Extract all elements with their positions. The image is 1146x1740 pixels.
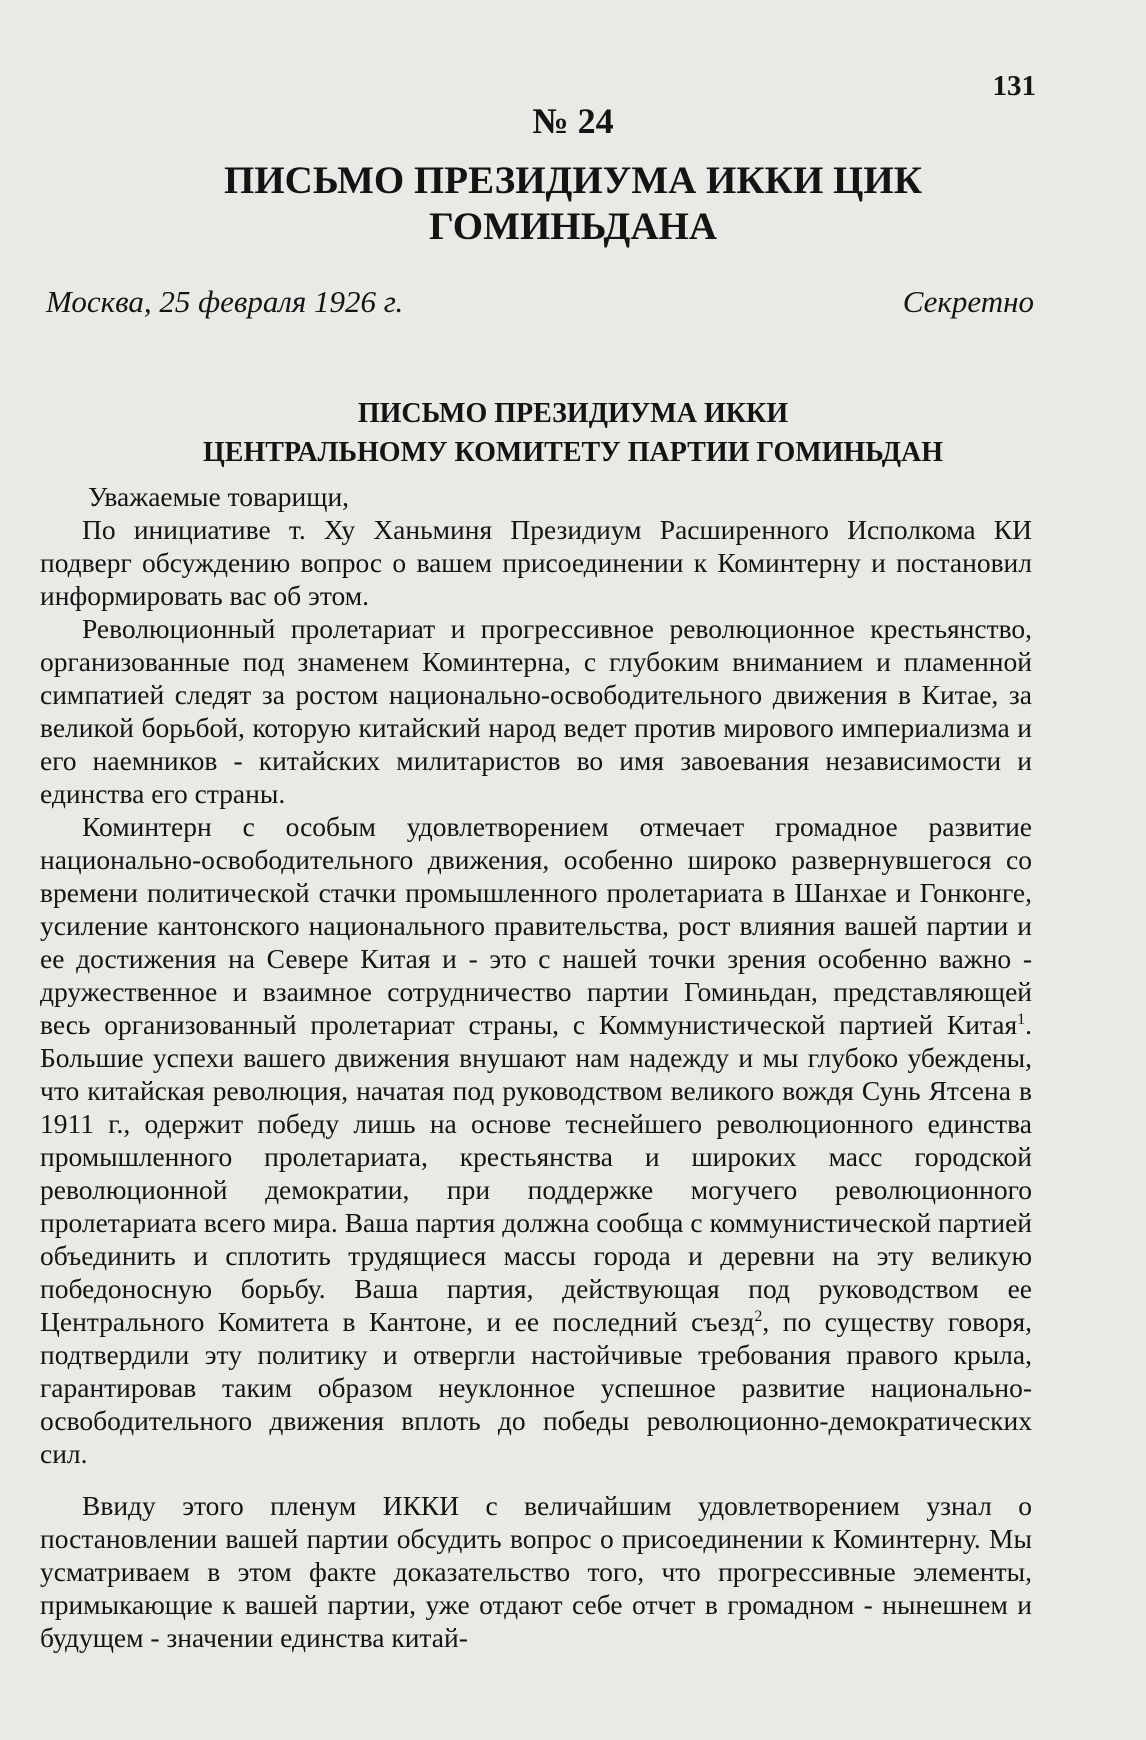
paragraph-3-part-2: . Большие успехи вашего движения внушают нам надежду и мы глубоко убеждены, что китайская революция, начатая под руководством великого вождя Сунь Ятсена в 1911 г., одержит победу лишь на основе теснейшего революционного единства промышленного пролетариата, крестьянства и широких масс городской революционной демократии, при поддержке могучего революционного пролетариата всего мира. Ваша партия должна сообща с коммунистической партией объединить и сплотить трудящиеся массы города и деревни на эту великую победоносную борьбу. Ваша партия, действующая под руководством ее Центрального Комитета в Кантоне, и ее последний съезд <box>40 1009 1032 1337</box>
letter-heading <box>0 394 1146 472</box>
letter-heading-line-1: ПИСЬМО ПРЕЗИДИУМА ИККИ <box>357 398 789 429</box>
letter-heading-line-2: ЦЕНТРАЛЬНОМУ КОМИТЕТУ ПАРТИИ ГОМИНЬДАН <box>202 437 944 468</box>
footnote-ref-1: 1 <box>1017 1010 1026 1028</box>
paragraph-1: По инициативе т. Ху Ханьминя Президиум Расширенного Исполкома КИ подверг обсуждению вопрос о вашем присоединении к Коминтерну и постановил информировать вас об этом. <box>40 514 1032 611</box>
place-and-date: Москва, 25 февраля 1926 г. <box>46 284 404 319</box>
paragraph-2: Революционный пролетариат и прогрессивное революционное крестьянство, организованные под знаменем Коминтерна, с глубоким вниманием и пламенной симпатией следят за ростом национально-освободительного движения в Китае, за великой борьбой, которую китайский народ ведет против мирового империализма и его наемников - китайских милитаристов во имя завоевания независимости и единства его страны. <box>40 613 1032 809</box>
document-title-line-2: ГОМИНЬДАНА <box>428 205 718 248</box>
letter-body <box>40 480 1032 1654</box>
paragraph-4: Ввиду этого пленум ИККИ с величайшим удовлетворением узнал о постановлении вашей партии обсудить вопрос о присоединении к Коминтерну. Мы усматриваем в этом факте доказательство того, что прогрессивные элементы, примыкающие к вашей партии, уже отдают себе отчет в громадном - нынешнем и будущем - значении единства китай- <box>40 1490 1032 1653</box>
paragraph-3-part-3: , по существу говоря, подтвердили эту политику и отвергли настойчивые требования правого крыла, гарантировав таким образом неуклонное успешное развитие национально-освободительного движения вплоть до победы революционно-демократических сил. <box>40 1306 1032 1469</box>
document-title <box>0 158 1146 250</box>
footnote-ref-2: 2 <box>754 1307 763 1325</box>
secrecy-mark: Секретно <box>902 284 1034 319</box>
salutation: Уважаемые товарищи, <box>88 481 350 512</box>
paragraph-3 <box>40 810 1032 1470</box>
document-number: № 24 <box>532 101 614 141</box>
page-number: 131 <box>992 70 1036 102</box>
paragraph-3-part-1: Коминтерн с особым удовлетворением отмечает громадное развитие национально-освободительного движения, особенно широко развернувшегося со времени политической стачки промышленного пролетариата в Шанхае и Гонконге, усиление кантонского национального правительства, рост влияния вашей партии и ее достижения на Севере Китая и - это с нашей точки зрения особенно важно - дружественное и взаимное сотрудничество партии Гоминьдан, представляющей весь организованный пролетариат страны, с Коммунистической партией Китая <box>40 811 1032 1040</box>
document-title-line-1: ПИСЬМО ПРЕЗИДИУМА ИККИ ЦИК <box>224 159 922 202</box>
